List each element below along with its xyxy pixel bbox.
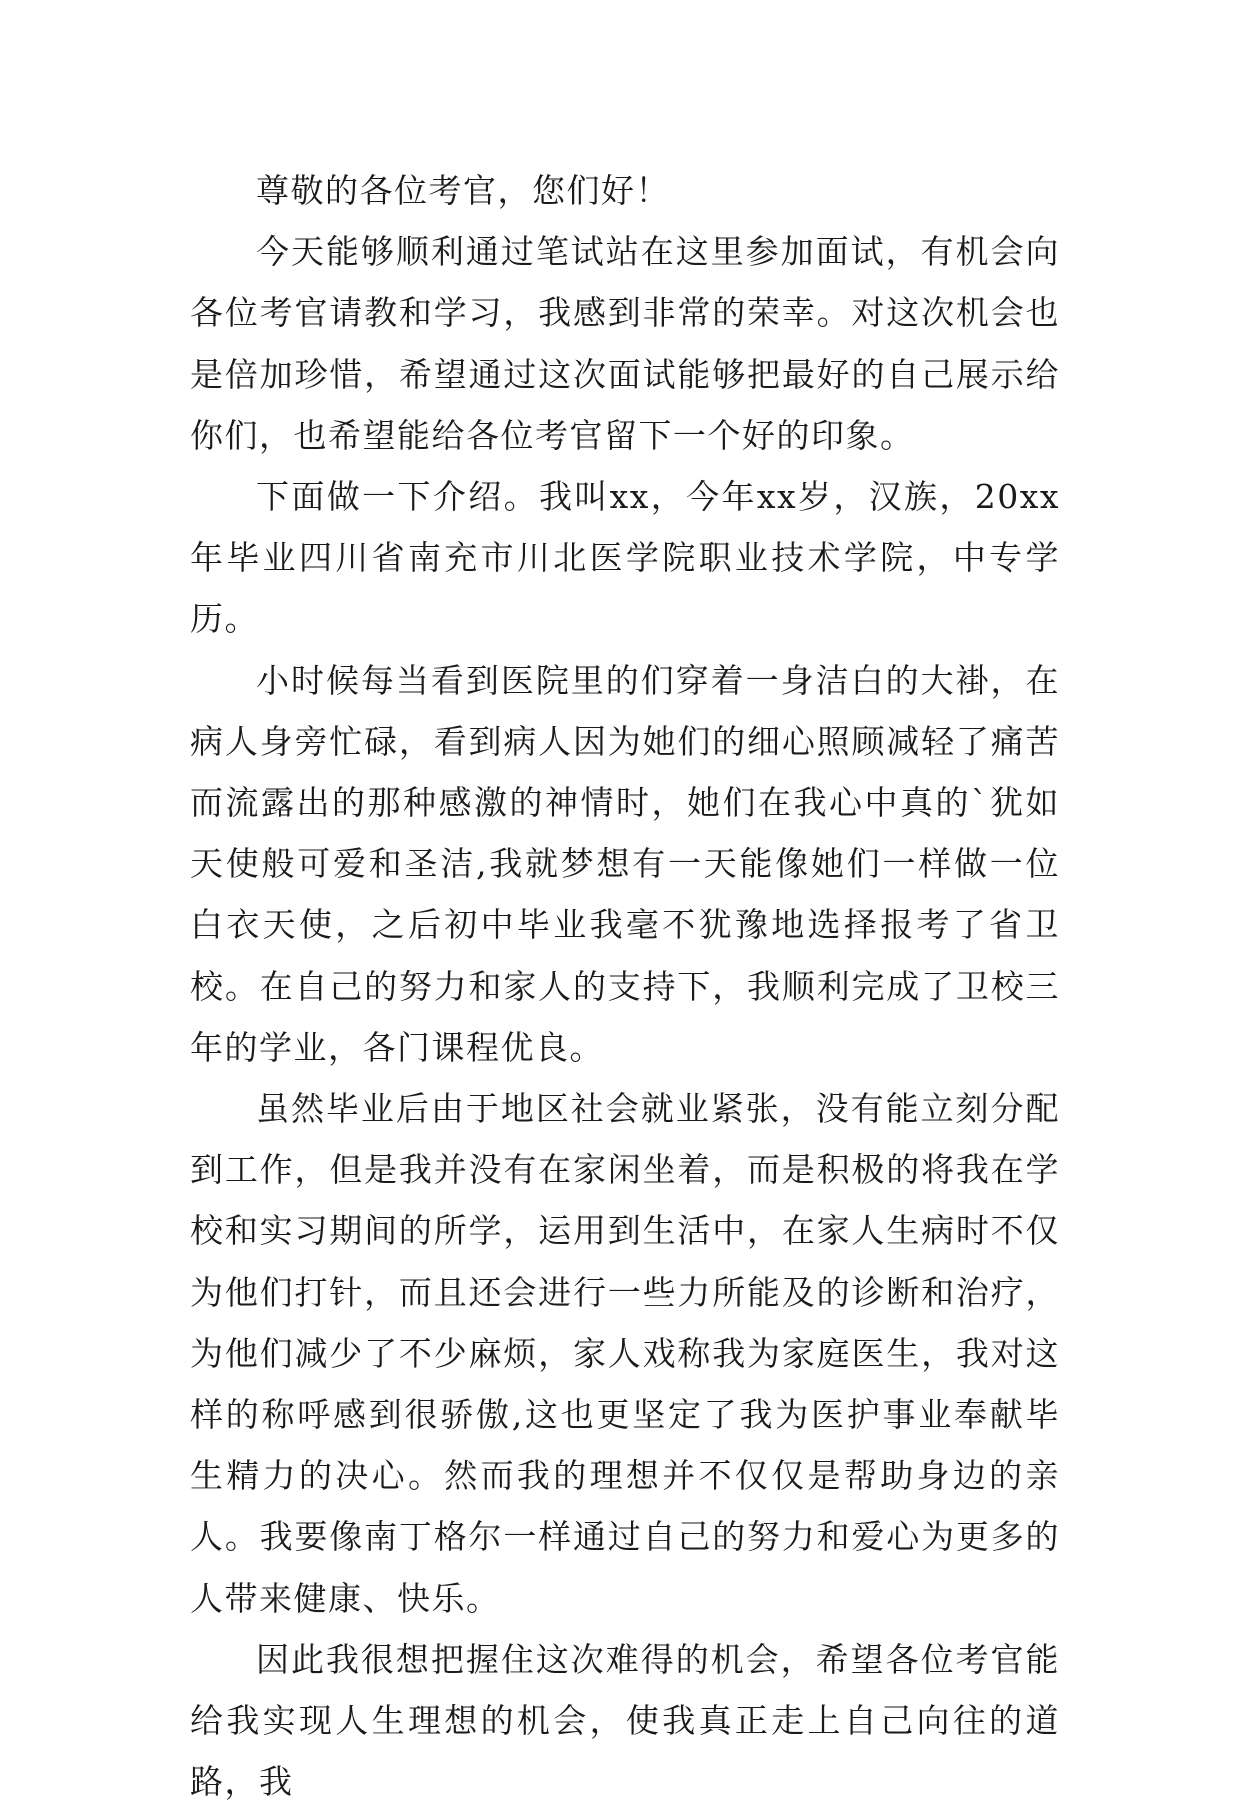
paragraph-greeting: 尊敬的各位考官，您们好！ — [256, 171, 670, 210]
document-body — [190, 160, 1060, 1812]
paragraph-introduction: 下面做一下介绍。我叫xx，今年xx岁，汉族，20xx年毕业四川省南充市川北医学院职业技术学院，中专学历。 — [190, 477, 1060, 639]
paragraph-after-graduation: 虽然毕业后由于地区社会就业紧张，没有能立刻分配到工作，但是我并没有在家闲坐着，而是积极的将我在学校和实习期间的所学，运用到生活中，在家人生病时不仅为他们打针，而且还会进行一些力所能及的诊断和治疗，为他们减少了不少麻烦，家人戏称我为家庭医生，我对这样的称呼感到很骄傲,这也更坚定了我为医护事业奉献毕生精力的决心。然而我的理想并不仅仅是帮助身边的亲人。我要像南丁格尔一样通过自己的努力和爱心为更多的人带来健康、快乐。 — [190, 1089, 1060, 1618]
paragraph-childhood-dream: 小时候每当看到医院里的们穿着一身洁白的大褂，在病人身旁忙碌，看到病人因为她们的细心照顾减轻了痛苦而流露出的那种感激的神情时，她们在我心中真的`犹如天使般可爱和圣洁,我就梦想有一天能像她们一样做一位白衣天使，之后初中毕业我毫不犹豫地选择报考了省卫校。在自己的努力和家人的支持下，我顺利完成了卫校三年的学业，各门课程优良。 — [190, 660, 1060, 1067]
paragraph-opening: 今天能够顺利通过笔试站在这里参加面试，有机会向各位考官请教和学习，我感到非常的荣幸。对这次机会也是倍加珍惜，希望通过这次面试能够把最好的自己展示给你们，也希望能给各位考官留下一个好的印象。 — [190, 232, 1060, 455]
paragraph-closing: 因此我很想把握住这次难得的机会，希望各位考官能给我实现人生理想的机会，使我真正走上自己向往的道路，我 — [190, 1639, 1060, 1802]
